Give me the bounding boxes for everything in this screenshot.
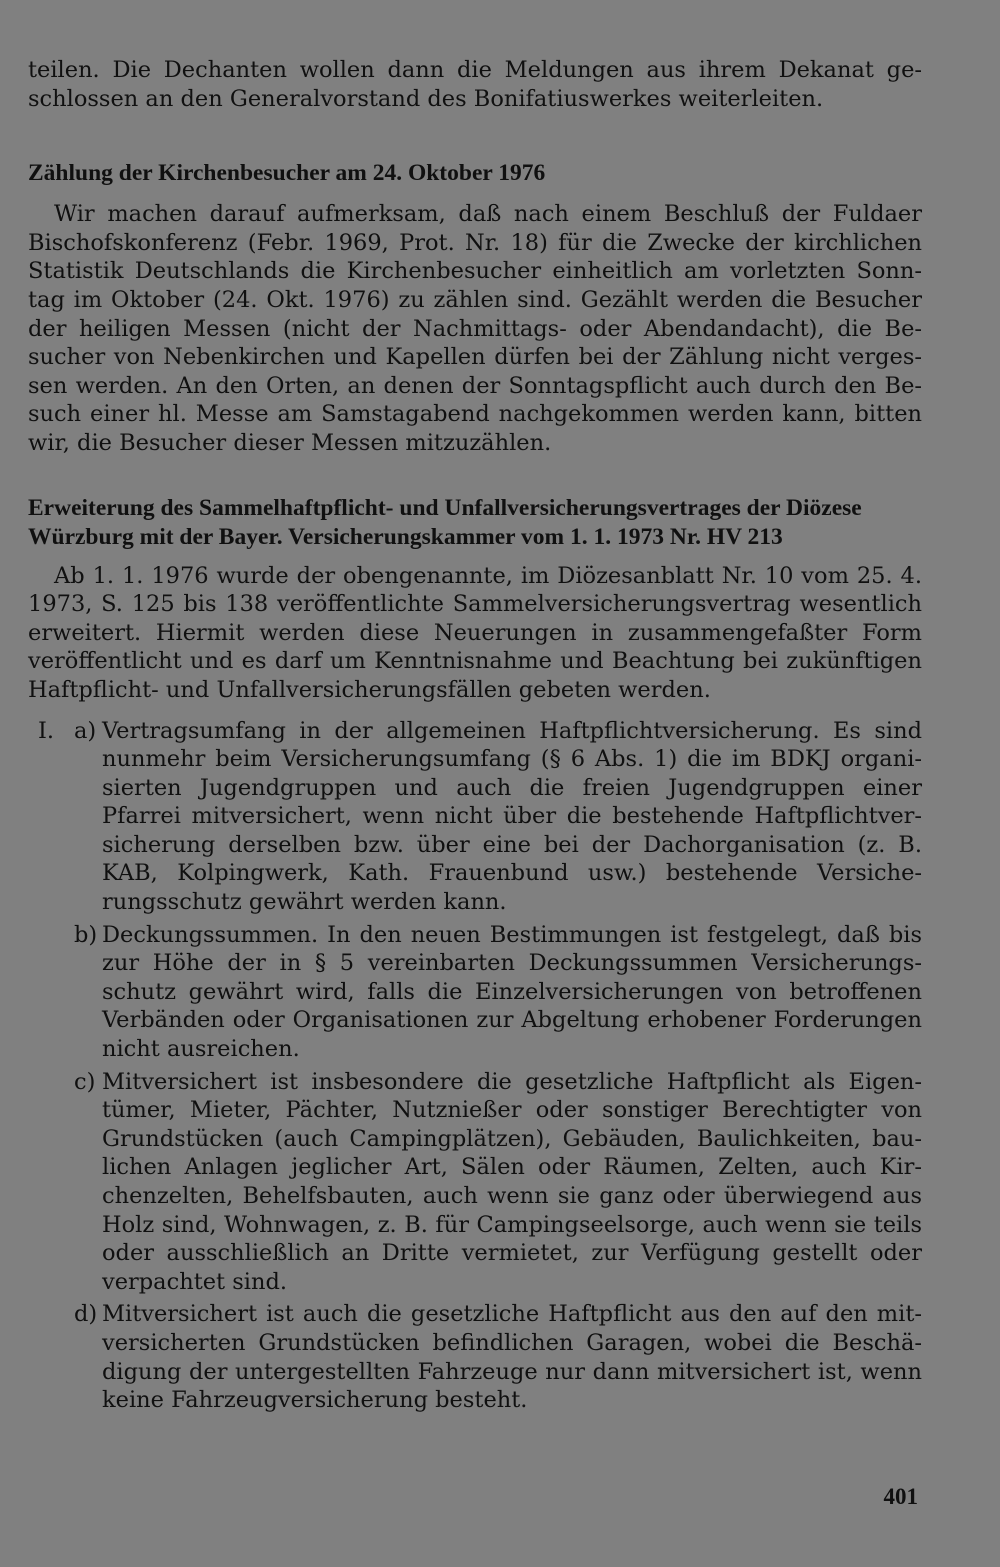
list-item-d [28,1300,922,1414]
section-heading-kirchenbesucher: Zählung der Kirchenbesucher am 24. Oktober 1976 [28,160,546,187]
item-text: Mitversichert ist auch die gesetzliche Haftpflicht aus den auf den mitversicherten Grundstücken befindlichen Garagen, wobei die Beschädigung der untergestellten Fahrzeuge nur dann mitversichert ist, wenn keine Fahrzeugversicherung besteht. [102,1301,922,1414]
item-text: Vertragsumfang in der allgemeinen Haftpflichtversicherung. Es sind nunmehr beim Versicherungsumfang (§ 6 Abs. 1) die im BDKJ organisierten Jugendgruppen und auch die freien Jugendgruppen einer Pfarrei mitversichert, wenn nicht über die bestehende Haftpflichtversicherung derselben bzw. über eine bei der Dachorganisation (z. B. KAB, Kolpingwerk, Kath. Frauenbund usw.) bestehende Versicherungsschutz gewährt werden kann. [102,717,922,916]
section-body-versicherung: Ab 1. 1. 1976 wurde der obengenannte, im Diözesanblatt Nr. 10 vom 25. 4. 1973, S. 125 bis 138 veröffentlichte Sammelversicherungsvertrag wesentlich erweitert. Hiermit werden diese Neuerungen in zusammengefaßter Form veröffentlicht und es darf um Kenntnisnahme und Beachtung bei zukünftigen Haftpflicht- und Unfallversicherungsfällen gebeten werden. [28,562,922,703]
item-letter: a) [74,717,97,744]
section-heading-versicherung: Erweiterung des Sammelhaftpflicht- und Unfallversicherungsvertrages der Diözese Würzburg mit der Bayer. Versicherungskammer vom 1. 1. 1973 Nr. HV 213 [28,494,862,550]
numbered-list [28,717,922,1415]
item-text: Mitversichert ist insbesondere die gesetzliche Haftpflicht als Eigentümer, Mieter, Pächter, Nutznießer oder sonstiger Berechtigter von Grundstücken (auch Campingplätzen), Gebäuden, Baulichkeiten, baulichen Anlagen jeglicher Art, Sälen oder Räumen, Zelten, auch Kirchenzelten, Behelfsbauten, auch wenn sie ganz oder überwiegend aus Holz sind, Wohnwagen, z. B. für Campingseelsorge, auch wenn sie teils oder ausschließlich an Dritte vermietet, zur Verfügung gestellt oder verpachtet sind. [102,1068,922,1295]
list-item-b [28,921,922,1064]
list-item-a [28,717,922,917]
intro-paragraph: teilen. Die Dechanten wollen dann die Meldungen aus ihrem Dekanat geschlossen an den Generalvorstand des Bonifatiuswerkes weiterleiten. [28,57,922,112]
roman-numeral: I. [38,717,55,744]
item-letter: c) [74,1068,96,1095]
section-body-kirchenbesucher: Wir machen darauf aufmerksam, daß nach einem Beschluß der Fuldaer Bischofskonferenz (Febr. 1969, Prot. Nr. 18) für die Zwecke der kirchlichen Statistik Deutschlands die Kirchenbesucher einheitlich am vorletzten Sonntag im Oktober (24. Okt. 1976) zu zählen sind. Gezählt werden die Besucher der heiligen Messen (nicht der Nachmittags- oder Abendandacht), die Besucher von Nebenkirchen und Kapellen dürfen bei der Zählung nicht vergessen werden. An den Orten, an denen der Sonntagspflicht auch durch den Besuch einer hl. Messe am Samstagabend nachgekommen werden kann, bitten wir, die Besucher dieser Messen mitzuzählen. [28,201,922,456]
item-text: Deckungssummen. In den neuen Bestimmungen ist festgelegt, daß bis zur Höhe der in § 5 vereinbarten Deckungssummen Versicherungsschutz gewährt wird, falls die Einzelversicherungen von betroffenen Verbänden oder Organisationen zur Abgeltung erhobener Forderungen nicht ausreichen. [102,921,922,1063]
item-letter: b) [74,921,98,948]
item-letter: d) [74,1301,98,1328]
list-item-c [28,1068,922,1297]
page-number: 401 [883,1484,918,1509]
